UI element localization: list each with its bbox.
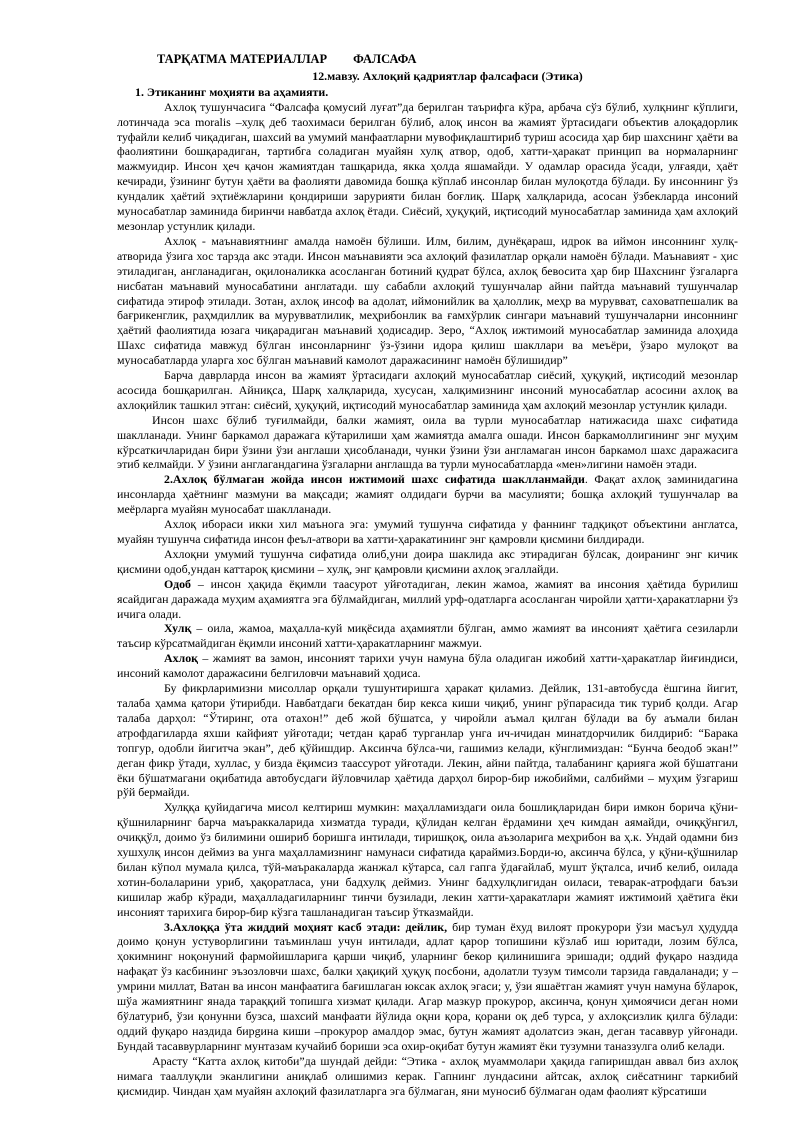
document-header: [117, 52, 738, 67]
paragraph-2: Ахлоқ - маънавиятнинг амалда намоён бўлиши. Илм, билим, дунёқараш, идрок ва иймон инсоннинг хулқ-атворида ўзига хос тарзда акс этади. Инсон маънавияти эса ахлоқий фазилатлар орқали намоён бўлади. Маънавият - ҳис этиладиган, англанадиган, оқилоналикка асосланган ботиний қудрат бўлса, ахлоқ бевосита ҳар бир Шахснинг ўзгаларга нисбатан маънавий муносабатини англатади. шу сабабли ахлоқий тушунчалар айни пайтда маънавий тушунчалар сифатида этироф этилади. Зотан, ахлоқ инсоф ва адолат, иймонийлик ва ҳалоллик, меҳр ва мурувват, саховатпешалик ва бағрикенглик, раҳмдиллик ва мурувватлилик, меҳрибонлик ва ғамхўрлик сингари маънавий тушунчаларни инсоннинг ҳаётий фаолиятида юзага чиқарадиган маънавий ҳодисадир. Зеро, “Ахлоқ ижтимоий муносабатлар заминида алоҳида Шахс сифатида мавжуд бўлган инсонларнинг ўз-ўзини идора қилиш шакллари ва меъёри, ўзаро мулоқот ва муносабатларда уларга хос бўлган маънавий камолот даражасининг намоён бўлишидир”: [117, 233, 738, 368]
paragraph-13: [117, 920, 738, 1054]
paragraph-9: [117, 621, 738, 651]
paragraph-8: [117, 577, 738, 622]
topic-title: 12.мавзу. Ахлоқий қадриятлар фалсафаси (Этика): [312, 68, 583, 83]
paragraph-12: Хулққа қуйидагича мисол келтириш мумкин: маҳалламиздаги оила бошлиқларидан бири имкон борича қўни-қўшниларнинг барча маъраккаларида хизматда туради, қўлидан келган ёрдамини ҳеч кимдан аямайди, очиққўнгил, очиққўл, доимо ўз билимини ошириб боришга интилади, тиришқоқ, оила аъзоларига меҳрибон ва ҳ.к. Ундай одамни биз хушхулқ инсон деймиз ва унга маҳалламизнинг намунаси сифатида қараймиз.Борди-ю, аксинча бўлса, у қўни-қўшнилар билан кўпол мумала қилса, тўй-маъракаларда жанжал кўтарса, сал гапга ўдағайлаб, мушт ўқталса, ичиб келиб, оилада хотин-болаларини уриб, ҳақоратласа, уни бадхулқ деймиз. Унинг бадхулқлигидан оиласи, теварак-атрофдаги баъзи кишилар жабр кўради, маҳалладагиларнинг тинчи бузилади, лекин хатти-ҳаракатлари жамият ижтимоий ҳаётига ёки инсоният тарихига бирор-бир кўзга ташланадиган таъсир ўтказмайди.: [117, 800, 738, 919]
term-xulq: Хулқ: [164, 621, 192, 636]
paragraph-5-text: . Фақат ахлоқ заминидагина инсонларда ҳаётнинг мазмуни ва мақсади; жамият олдидаги бурчи ва масулияти; бошқа ахлоқий тушунчалар ва меёрларга муайян муносабат шаклланади.: [117, 472, 738, 517]
paragraph-8-text: – инсон ҳақида ёқимли таасурот уйғотадиган, лекин жамоа, жамият ва инсония ҳаётида бурилиш ясайдиган даражада муҳим аҳамиятга эга бўлмайдиган, миллий урф-одатларга асосланган чиройли ҳатти-ҳаракатларни ўз ичига олади.: [117, 576, 738, 621]
section-2-title: 2.Ахлоқ бўлмаган жойда инсон ижтимоий шахс сифатида шаклланмайди: [164, 472, 585, 487]
section-1-title: 1. Этиканинг моҳияти ва аҳамияти.: [135, 84, 329, 99]
subject-label: ФАЛСАФА: [353, 52, 417, 66]
paragraph-5: [117, 472, 738, 517]
term-axloq: Ахлоқ: [164, 651, 198, 666]
paragraph-7: Ахлоқни умумий тушунча сифатида олиб,уни доира шаклида акс этирадиган бўлсак, доиранинг энг кичик қисмини одоб,ундан каттароқ қисмини – хулқ, энг қамровли қисмини ахлоқ эгаллайди.: [117, 546, 738, 576]
paragraph-14: Арасту “Катта ахлоқ китоби”да шундай дейди: “Этика - ахлоқ муаммолари ҳақида гапиришдан аввал биз ахлоқ нимага тааллуқли эканлигини аниқлаб олишимиз керак. Гапнинг лундасини айтсак, ахлоқ сиёсатнинг таркибий қисмидир. Чиндан ҳам муайян ахлоқий фазилатларга эга бўлмаган, яни муносиб бўлмаган одам фаолият кўрсатиши: [117, 1053, 738, 1098]
section-3-title: 3.Ахлоққа ўта жиддий моҳият касб этади: дейлик,: [164, 919, 448, 934]
paragraph-6: Ахлоқ ибораси икки хил маънога эга: умумий тушунча сифатида у фаннинг тадқиқот объектини англатса, муайян тушунча сифатида инсон феъл-атвори ва хатти-ҳаракатининг энг қамровли қисмини билдиради.: [117, 517, 738, 546]
paragraph-9-text: – оила, жамоа, маҳалла-куй миқёсида аҳамиятли бўлган, аммо жамият ва инсоният ҳаётига сезиларли таъсир кўрсатмайдиган ёқимли инсоний хатти-ҳаракатларнинг мажмуи.: [117, 621, 738, 651]
term-odob: Одоб: [164, 576, 191, 591]
paragraph-10-text: – жамият ва замон, инсоният тарихи учун намуна бўла оладиган ижобий хатти-ҳаракатлар йиғиндиси, инсоний камолот даражасини белгиловчи маънавий ҳодиса.: [117, 651, 738, 681]
paragraph-3: Барча даврларда инсон ва жамият ўртасидаги ахлоқий муносабатлар сиёсий, ҳуқуқий, иқтисодий мезонлар асосида бошқарилган. Айниқса, Шарқ халқларида, хусусан, халқимизнинг инсоний муносабатлар асосини ахлоқ ва ахлоқийлик ташкил этган: сиёсий, ҳуқуқий, иқтисодий муносабатлар заминида ҳам ахлоқий мезонлар устунлик қилади.: [117, 368, 738, 412]
paragraph-4: Инсон шахс бўлиб туғилмайди, балки жамият, оила ва турли муносабатлар натижасида шахс сифатида шаклланади. Унинг баркамол даражага кўтарилиши ҳам жамиятда амалга ошади. Инсон баркамоллигининг энг муҳим кўрсаткичларидан бири ўзини ўзи англаши ҳисобланади, чунки ўзини ўзи англамаган инсон баркамол шахс даражасига этиб келмайди. У ўзини англагандагина ўзгаларни англашда ва турли муносабатларда «мен»лигини намоён этади.: [117, 412, 738, 472]
paragraph-13-text: бир туман ёхуд вилоят прокурори ўзи масъул ҳудудда доимо қонун устуворлигини таъминлаш учун интилади, адлат қарор топишини кўзлаб иш юритади, лозим бўлса, ҳокимнинг ноқонуний фармойишларига қарши чиқиб, уларнинг бекор қилинишига эришади; оддий фуқаро наздида нафақат ўз касбининг эъзозловчи шахс, балки ҳақиқий ҳуқуқ посбони, адолатли тузум тимсоли тарзида гавдаланади; у – умрини миллат, Ватан ва инсон манфаатига бағишлаган юксак ахлоқ эгаси; у, ўзи яшаётган жамият учун намуна бўларок, шўа жамиятнинг янада тараққий топишга хизмат қилади. Агар мазкур прокурор, аксинча, қонун ҳимоячиси деган номи бўлатуриб, ўзи қонунни бузса, шахсий манфаати йўлида оқни қора, қорани оқ деб турса, у ахлоқсизлик қилга бўлади: оддий фуқаро наздида бирgина киши –прокурор амалдор эмас, бутун жамият адолатсиз экан, деган тасаввур уйғонади. Бундай тасаввурларнинг мунтазам кучайиб бориши эса охир-оқибат бутун жамият ёки тузумни таназзулга олиб келади.: [117, 919, 738, 1053]
doc-type-label: ТАРҚАТМА МАТЕРИАЛЛАР: [157, 52, 328, 66]
paragraph-11: Бу фикрларимизни мисоллар орқали тушунтиришга ҳаракат қиламиз. Дейлик, 131-автобусда ёшгина йигит, талаба ҳамма қатори ўтирибди. Навбатдаги бекатдан бир кекса киши чиқиб, унинг рўпарасида тик туриб қолди. Агар талаба дарҳол: “Ўтиринг, ота отахон!” деб жой бўшатса, у чиройли аъмал қилган бўлади ва бу аъмали билан атрофдагиларда яхши кайфият уйғотади; четдан қараб турганлар унга ич-ичидан минатдорчилик билдириб: “Барака топгур, одобли йигитча экан”, деб қўйишдир. Аксинча бўлса-чи, гашимиз келади, кўнглимиздан: “Бунча беодоб экан!” деган фикр ўтади, хуллас, у бизда ёқимсиз таассурот уйғотади. Лекин, айни пайтда, талабанинг қарияга жой бўшатгани ёки бўшатмагани оқибатида автобусдаги йўловчилар ҳаётида дарҳол бирор-бир ижобийми, салбийми – муҳим ўзгариш рўй бермайди.: [117, 681, 738, 800]
paragraph-10: [117, 651, 738, 681]
paragraph-1: Ахлоқ тушунчасига “Фалсафа қомусий луғат”да берилган таърифга кўра, арбача сўз бўлиб, хулқнинг кўплиги, лотинчада эса moralis –хулқ деб таохимаси берилган бўлиб, алоқ инсон ва жамият ўртасидаги объектив алоқадорлик туфайли келиб чиқадиган, шахсий ва умумий манфаатларни мувофиқлаштириб туриш асосида ҳар бир шахснинг ҳаёти ва фаолиятини бошқарадиган, тартибга соладиган муайян хулқ атвор, одоб, хатти-ҳаракат принцип ва нормаларнинг мажмуидир. Инсон ҳеч қачон жамиятдан ташқарида, якка ҳолда яшамайди. У одамлар орасида ўсади, улғаяди, ҳаёт кечиради, ўзининг бутун ҳаёти ва фаолияти давомида бошқа кўплаб инсонлар билан мулоқотда бўлади. Бу инсоннинг ўз кундалик ҳаётий эҳтиёжларини қондириши зарурияти билан боғлиқ. Шарқ халқларида, асосан ўзбекларда инсоний муносабатлар заминида биринчи навбатда ахлоқ ётади. Сиёсий, ҳуқуқий, иқтисодий муносабатлар заминида ҳам ахлоқий мезонлар устунлик қилади.: [117, 99, 738, 233]
